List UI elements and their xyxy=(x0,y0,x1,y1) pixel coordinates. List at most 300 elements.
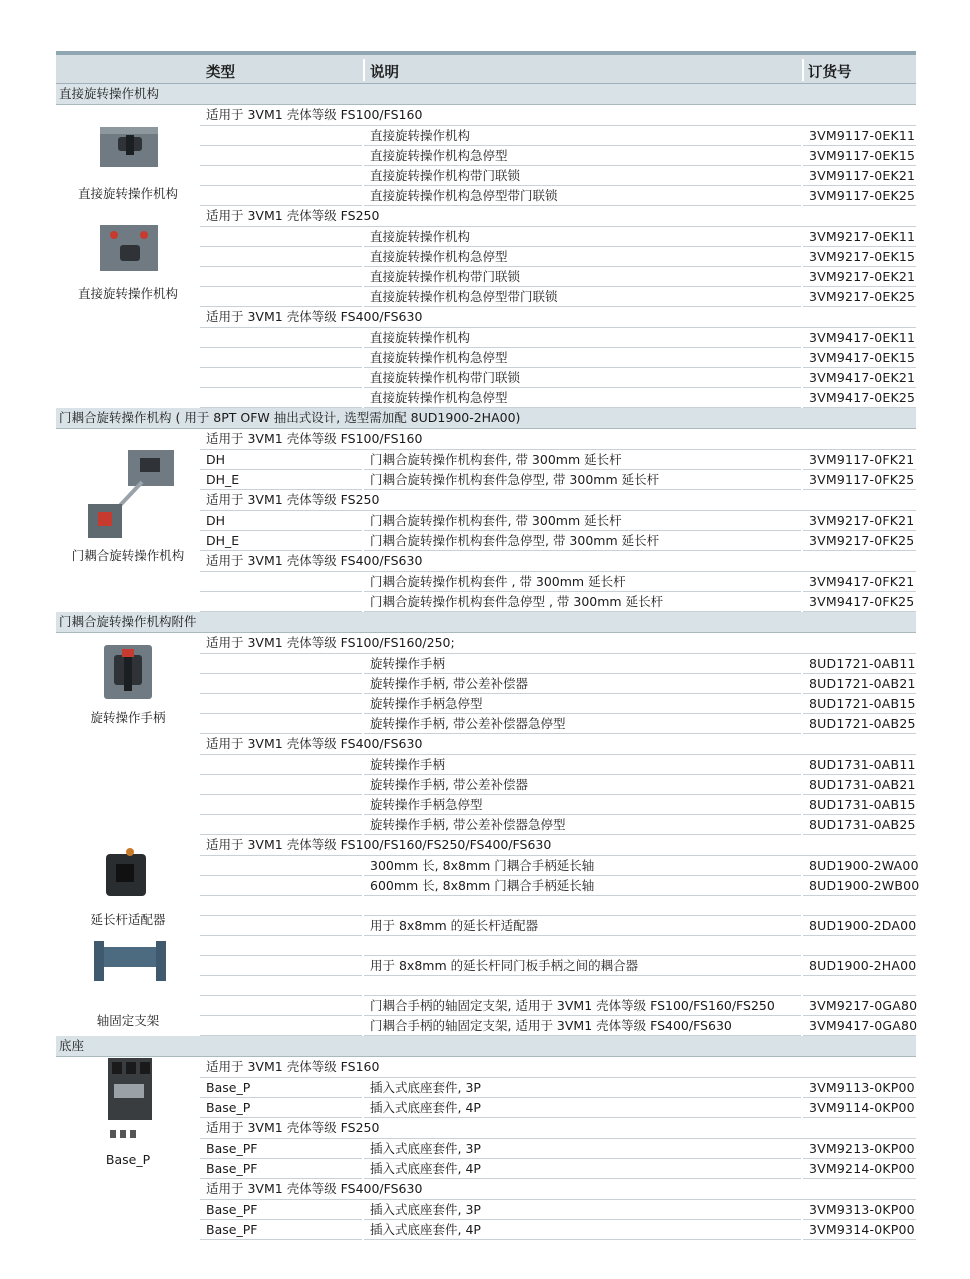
order-number-cell xyxy=(803,572,916,592)
type-cell xyxy=(200,996,362,1016)
order-number: 3VM9214-0KP00 xyxy=(809,1161,915,1176)
table-row xyxy=(200,126,916,146)
type-cell xyxy=(200,1200,362,1220)
table-row xyxy=(200,511,916,531)
order-number: 3VM9314-0KP00 xyxy=(809,1222,915,1237)
order-number-cell xyxy=(803,896,916,916)
group-heading: 适用于 3VM1 壳体等级 FS400/FS630 xyxy=(206,736,423,751)
order-number: 8UD1900-2DA00 xyxy=(809,918,917,933)
group-heading-row xyxy=(200,490,916,511)
group-heading: 适用于 3VM1 壳体等级 FS160 xyxy=(206,1059,380,1074)
order-number-cell xyxy=(803,1159,916,1179)
type-cell xyxy=(200,247,362,267)
order-number-cell xyxy=(803,348,916,368)
description-cell xyxy=(364,856,801,876)
type-cell xyxy=(200,531,362,551)
description-value: 插入式底座套件, 4P xyxy=(370,1100,481,1115)
description-value: 门耦合手柄的轴固定支架, 适用于 3VM1 壳体等级 FS400/FS630 xyxy=(370,1018,732,1033)
group-heading-row xyxy=(200,105,916,126)
order-number-cell xyxy=(803,328,916,348)
description-cell xyxy=(364,368,801,388)
description-value: 直接旋转操作机构急停型带门联锁 xyxy=(370,188,558,203)
table-row xyxy=(200,856,919,876)
catalog-table xyxy=(56,51,920,1240)
description-cell xyxy=(364,592,801,612)
type-cell xyxy=(200,1220,362,1240)
order-number: 3VM9217-0EK15 xyxy=(809,249,916,264)
type-cell xyxy=(200,348,362,368)
col-order-header: 订货号 xyxy=(808,65,852,81)
order-number-cell xyxy=(803,1139,916,1159)
table-row xyxy=(200,916,916,936)
order-number: 3VM9417-0EK25 xyxy=(809,390,916,405)
description-value: 直接旋转操作机构 xyxy=(370,229,471,244)
direct-rotary-operator-icon xyxy=(96,219,162,279)
product-label-text: 轴固定支架 xyxy=(96,1013,160,1028)
type-value: DH xyxy=(206,513,226,528)
header-divider xyxy=(802,59,804,81)
type-cell xyxy=(200,388,362,408)
product-label-text: 直接旋转操作机构 xyxy=(77,286,178,301)
extension-adapter-icon xyxy=(102,844,154,904)
table-row xyxy=(200,267,916,287)
order-number-cell xyxy=(803,368,916,388)
order-number-cell xyxy=(803,876,920,896)
table-row xyxy=(200,714,916,734)
table-row xyxy=(200,146,916,166)
table-row xyxy=(200,1200,916,1220)
order-number: 3VM9213-0KP00 xyxy=(809,1141,915,1156)
description-value: 旋转操作手柄 xyxy=(370,757,446,772)
description-cell xyxy=(364,126,801,146)
description-value: 直接旋转操作机构急停型 xyxy=(370,148,508,163)
description-cell xyxy=(364,694,801,714)
order-number-cell xyxy=(803,511,916,531)
description-cell xyxy=(364,531,801,551)
table-row xyxy=(200,815,916,835)
description-value: 旋转操作手柄, 带公差补偿器 xyxy=(370,676,528,691)
order-number-cell xyxy=(803,592,916,612)
section-title: 直接旋转操作机构 xyxy=(59,86,160,101)
table-row xyxy=(200,227,916,247)
description-cell xyxy=(364,572,801,592)
table-row xyxy=(200,654,916,674)
product-label xyxy=(56,1152,200,1170)
description-value: 直接旋转操作机构带门联锁 xyxy=(370,168,521,183)
type-cell xyxy=(200,856,362,876)
description-cell xyxy=(364,916,801,936)
product-label xyxy=(56,708,200,726)
description-cell xyxy=(364,388,801,408)
type-cell xyxy=(200,368,362,388)
description-value: 直接旋转操作机构急停型 xyxy=(370,249,508,264)
description-value: 直接旋转操作机构急停型 xyxy=(370,350,508,365)
description-value: 直接旋转操作机构急停型 xyxy=(370,390,508,405)
order-number-cell xyxy=(803,996,916,1016)
type-cell xyxy=(200,1139,362,1159)
table-row xyxy=(200,674,916,694)
type-cell xyxy=(200,227,362,247)
table-row xyxy=(200,996,916,1016)
product-label-text: 旋转操作手柄 xyxy=(90,710,166,725)
section-title-row xyxy=(56,612,916,633)
order-number: 8UD1731-0AB21 xyxy=(809,777,916,792)
product-label xyxy=(56,284,200,302)
description-value: 直接旋转操作机构 xyxy=(370,330,471,345)
description-cell xyxy=(364,775,801,795)
description-cell xyxy=(364,674,801,694)
type-cell xyxy=(200,1016,362,1036)
type-cell xyxy=(200,755,362,775)
group-heading: 适用于 3VM1 壳体等级 FS400/FS630 xyxy=(206,309,423,324)
description-value: 直接旋转操作机构急停型带门联锁 xyxy=(370,289,558,304)
type-value: Base_PF xyxy=(206,1222,258,1237)
description-value: 旋转操作手柄, 带公差补偿器急停型 xyxy=(370,716,566,731)
order-number: 8UD1900-2WB00 xyxy=(809,878,920,893)
order-number: 3VM9117-0EK11 xyxy=(809,128,916,143)
description-cell xyxy=(364,146,801,166)
product-label xyxy=(56,184,200,202)
shaft-bracket-icon xyxy=(90,937,170,991)
order-number-cell xyxy=(803,1078,916,1098)
table-row xyxy=(200,348,916,368)
table-row xyxy=(200,470,916,490)
order-number: 3VM9417-0GA80 xyxy=(809,1018,918,1033)
group-heading-row xyxy=(200,551,916,572)
section-title: 门耦合旋转操作机构 ( 用于 8PT OFW 抽出式设计, 选型需加配 8UD1900-2HA00) xyxy=(59,410,521,425)
section-title: 底座 xyxy=(59,1038,85,1053)
order-number-cell xyxy=(803,1200,916,1220)
table-row xyxy=(200,1139,916,1159)
description-cell xyxy=(364,1016,801,1036)
header-divider xyxy=(363,59,365,81)
order-number-cell xyxy=(803,815,916,835)
type-cell xyxy=(200,267,362,287)
type-cell xyxy=(200,654,362,674)
group-heading-row xyxy=(200,734,916,755)
order-number: 3VM9113-0KP00 xyxy=(809,1080,915,1095)
section-title-row xyxy=(56,84,916,105)
order-number-cell xyxy=(803,267,916,287)
table-row xyxy=(200,368,916,388)
description-value: 旋转操作手柄, 带公差补偿器 xyxy=(370,777,528,792)
type-cell xyxy=(200,714,362,734)
description-value: 插入式底座套件, 4P xyxy=(370,1161,481,1176)
description-cell xyxy=(364,1200,801,1220)
description-cell xyxy=(364,287,801,307)
group-heading-row xyxy=(200,206,916,227)
order-number-cell xyxy=(803,1016,916,1036)
description-value: 直接旋转操作机构带门联锁 xyxy=(370,269,521,284)
order-number: 8UD1900-2WA00 xyxy=(809,858,919,873)
type-cell xyxy=(200,186,362,206)
order-number: 3VM9417-0EK21 xyxy=(809,370,916,385)
order-number-cell xyxy=(803,694,916,714)
description-value: 门耦合旋转操作机构套件, 带 300mm 延长杆 xyxy=(370,513,622,528)
table-row xyxy=(200,531,916,551)
table-row xyxy=(200,328,916,348)
order-number-cell xyxy=(803,755,916,775)
section-title: 门耦合旋转操作机构附件 xyxy=(59,614,197,629)
description-cell xyxy=(364,1159,801,1179)
table-row xyxy=(200,1159,916,1179)
order-number-cell xyxy=(803,654,916,674)
type-cell xyxy=(200,694,362,714)
col-type-header: 类型 xyxy=(206,65,235,81)
group-heading-row xyxy=(200,835,916,856)
type-cell xyxy=(200,795,362,815)
table-row xyxy=(200,694,916,714)
description-value: 插入式底座套件, 3P xyxy=(370,1141,481,1156)
table-row xyxy=(200,1098,916,1118)
description-cell xyxy=(364,976,801,996)
order-number-cell xyxy=(803,227,916,247)
order-number-cell xyxy=(803,186,916,206)
description-value: 直接旋转操作机构 xyxy=(370,128,471,143)
type-cell xyxy=(200,146,362,166)
order-number: 3VM9117-0EK25 xyxy=(809,188,916,203)
type-value: DH_E xyxy=(206,533,240,548)
group-heading: 适用于 3VM1 壳体等级 FS100/FS160/FS250/FS400/FS630 xyxy=(206,837,552,852)
order-number: 3VM9117-0EK15 xyxy=(809,148,916,163)
description-value: 旋转操作手柄急停型 xyxy=(370,696,483,711)
table-row xyxy=(200,956,916,976)
order-number-cell xyxy=(803,795,916,815)
group-heading-row xyxy=(200,633,916,654)
description-cell xyxy=(364,755,801,775)
type-cell xyxy=(200,126,362,146)
order-number-cell xyxy=(803,126,916,146)
product-label-text: Base_P xyxy=(105,1152,151,1167)
type-cell xyxy=(200,1078,362,1098)
description-value: 300mm 长, 8x8mm 门耦合手柄延长轴 xyxy=(370,858,595,873)
description-cell xyxy=(364,470,801,490)
order-number-cell xyxy=(803,674,916,694)
type-cell xyxy=(200,1159,362,1179)
order-number: 3VM9417-0FK25 xyxy=(809,594,915,609)
order-number-cell xyxy=(803,450,916,470)
group-heading: 适用于 3VM1 壳体等级 FS100/FS160 xyxy=(206,107,423,122)
order-number-cell xyxy=(803,146,916,166)
group-heading: 适用于 3VM1 壳体等级 FS250 xyxy=(206,208,380,223)
section-title-row xyxy=(56,408,916,429)
description-cell xyxy=(364,166,801,186)
order-number: 3VM9117-0FK25 xyxy=(809,472,915,487)
product-label xyxy=(56,546,200,564)
type-value: DH xyxy=(206,452,226,467)
product-label-text: 门耦合旋转操作机构 xyxy=(71,548,185,563)
type-value: Base_P xyxy=(206,1100,251,1115)
description-cell xyxy=(364,247,801,267)
description-value: 门耦合旋转操作机构套件, 带 300mm 延长杆 xyxy=(370,452,622,467)
description-cell xyxy=(364,511,801,531)
table-row xyxy=(200,795,916,815)
type-cell xyxy=(200,166,362,186)
order-number: 3VM9117-0FK21 xyxy=(809,452,915,467)
order-number: 8UD1731-0AB15 xyxy=(809,797,916,812)
description-cell xyxy=(364,1139,801,1159)
order-number: 3VM9217-0FK25 xyxy=(809,533,915,548)
type-cell xyxy=(200,511,362,531)
order-number: 3VM9117-0EK21 xyxy=(809,168,916,183)
product-label xyxy=(56,1011,200,1029)
rotary-handle-icon xyxy=(100,641,156,705)
group-heading-row xyxy=(200,1057,916,1078)
description-cell xyxy=(364,714,801,734)
description-cell xyxy=(364,654,801,674)
type-value: Base_PF xyxy=(206,1202,258,1217)
type-cell xyxy=(200,328,362,348)
product-label xyxy=(56,910,200,928)
description-value: 门耦合手柄的轴固定支架, 适用于 3VM1 壳体等级 FS100/FS160/FS250 xyxy=(370,998,775,1013)
section-title-row xyxy=(56,1036,916,1057)
description-cell xyxy=(364,815,801,835)
type-cell xyxy=(200,916,362,936)
group-heading-row xyxy=(200,1179,916,1200)
order-number: 8UD1731-0AB25 xyxy=(809,817,916,832)
description-value: 门耦合旋转操作机构套件急停型 , 带 300mm 延长杆 xyxy=(370,594,664,609)
type-value: Base_PF xyxy=(206,1141,258,1156)
type-cell xyxy=(200,592,362,612)
order-number: 3VM9114-0KP00 xyxy=(809,1100,915,1115)
order-number: 3VM9313-0KP00 xyxy=(809,1202,915,1217)
order-number-cell xyxy=(803,916,916,936)
plug-in-base-icon xyxy=(100,1052,160,1146)
description-value: 旋转操作手柄 xyxy=(370,656,446,671)
order-number-cell xyxy=(803,1098,916,1118)
type-cell xyxy=(200,876,362,896)
type-value: DH_E xyxy=(206,472,240,487)
group-heading: 适用于 3VM1 壳体等级 FS250 xyxy=(206,492,380,507)
order-number: 8UD1721-0AB11 xyxy=(809,656,916,671)
table-row xyxy=(200,976,916,996)
type-cell xyxy=(200,976,362,996)
description-value: 600mm 长, 8x8mm 门耦合手柄延长轴 xyxy=(370,878,595,893)
table-row xyxy=(200,1078,916,1098)
description-value: 旋转操作手柄急停型 xyxy=(370,797,483,812)
order-number-cell xyxy=(803,531,916,551)
order-number-cell xyxy=(803,1220,916,1240)
table-row xyxy=(200,775,916,795)
description-cell xyxy=(364,267,801,287)
description-cell xyxy=(364,896,801,916)
type-cell xyxy=(200,674,362,694)
table-row xyxy=(200,287,916,307)
order-number: 3VM9217-0FK21 xyxy=(809,513,915,528)
order-number-cell xyxy=(803,714,916,734)
order-number-cell xyxy=(803,956,916,976)
description-value: 用于 8x8mm 的延长杆同门板手柄之间的耦合器 xyxy=(370,958,639,973)
table-row xyxy=(200,388,916,408)
table-row xyxy=(200,1016,916,1036)
description-cell xyxy=(364,348,801,368)
table-row xyxy=(200,247,916,267)
type-cell xyxy=(200,572,362,592)
group-heading: 适用于 3VM1 壳体等级 FS400/FS630 xyxy=(206,1181,423,1196)
order-number: 8UD1721-0AB25 xyxy=(809,716,916,731)
type-cell xyxy=(200,936,362,956)
table-row xyxy=(200,936,916,956)
order-number: 3VM9217-0EK21 xyxy=(809,269,916,284)
type-cell xyxy=(200,896,362,916)
table-row xyxy=(200,166,916,186)
table-row xyxy=(200,755,916,775)
group-heading: 适用于 3VM1 壳体等级 FS100/FS160/250; xyxy=(206,635,455,650)
description-value: 门耦合旋转操作机构套件 , 带 300mm 延长杆 xyxy=(370,574,626,589)
door-coupling-operator-icon xyxy=(84,446,178,546)
group-heading: 适用于 3VM1 壳体等级 FS100/FS160 xyxy=(206,431,423,446)
description-value: 门耦合旋转操作机构套件急停型, 带 300mm 延长杆 xyxy=(370,472,660,487)
table-row xyxy=(200,876,920,896)
order-number-cell xyxy=(803,247,916,267)
order-number: 3VM9417-0EK15 xyxy=(809,350,916,365)
description-value: 插入式底座套件, 3P xyxy=(370,1080,481,1095)
order-number: 3VM9417-0EK11 xyxy=(809,330,916,345)
description-cell xyxy=(364,876,801,896)
type-cell xyxy=(200,775,362,795)
description-cell xyxy=(364,1220,801,1240)
order-number: 3VM9417-0FK21 xyxy=(809,574,915,589)
order-number: 8UD1721-0AB15 xyxy=(809,696,916,711)
type-value: Base_PF xyxy=(206,1161,258,1176)
table-header xyxy=(56,55,916,84)
description-cell xyxy=(364,996,801,1016)
description-cell xyxy=(364,227,801,247)
type-cell xyxy=(200,450,362,470)
col-desc-header: 说明 xyxy=(370,65,399,81)
order-number: 3VM9217-0EK11 xyxy=(809,229,916,244)
direct-rotary-operator-icon xyxy=(96,119,162,175)
order-number-cell xyxy=(803,166,916,186)
description-cell xyxy=(364,328,801,348)
order-number: 8UD1900-2HA00 xyxy=(809,958,917,973)
description-cell xyxy=(364,186,801,206)
description-value: 门耦合旋转操作机构套件急停型, 带 300mm 延长杆 xyxy=(370,533,660,548)
type-cell xyxy=(200,287,362,307)
product-label-text: 延长杆适配器 xyxy=(90,912,166,927)
product-label-text: 直接旋转操作机构 xyxy=(77,186,178,201)
group-heading: 适用于 3VM1 壳体等级 FS400/FS630 xyxy=(206,553,423,568)
description-cell xyxy=(364,956,801,976)
table-row xyxy=(200,1220,916,1240)
order-number-cell xyxy=(803,856,919,876)
description-cell xyxy=(364,936,801,956)
description-value: 插入式底座套件, 3P xyxy=(370,1202,481,1217)
type-cell xyxy=(200,815,362,835)
description-cell xyxy=(364,1098,801,1118)
type-value: Base_P xyxy=(206,1080,251,1095)
table-row xyxy=(200,592,916,612)
description-value: 直接旋转操作机构带门联锁 xyxy=(370,370,521,385)
description-value: 用于 8x8mm 的延长杆适配器 xyxy=(370,918,539,933)
group-heading-row xyxy=(200,307,916,328)
group-heading-row xyxy=(200,1118,916,1139)
description-value: 旋转操作手柄, 带公差补偿器急停型 xyxy=(370,817,566,832)
order-number-cell xyxy=(803,470,916,490)
type-cell xyxy=(200,1098,362,1118)
table-body xyxy=(56,84,920,1240)
order-number-cell xyxy=(803,287,916,307)
description-cell xyxy=(364,1078,801,1098)
table-row xyxy=(200,450,916,470)
type-cell xyxy=(200,956,362,976)
group-heading-row xyxy=(200,429,916,450)
table-row xyxy=(200,572,916,592)
table-row xyxy=(200,186,916,206)
description-value: 插入式底座套件, 4P xyxy=(370,1222,481,1237)
order-number: 8UD1731-0AB11 xyxy=(809,757,916,772)
description-cell xyxy=(364,450,801,470)
